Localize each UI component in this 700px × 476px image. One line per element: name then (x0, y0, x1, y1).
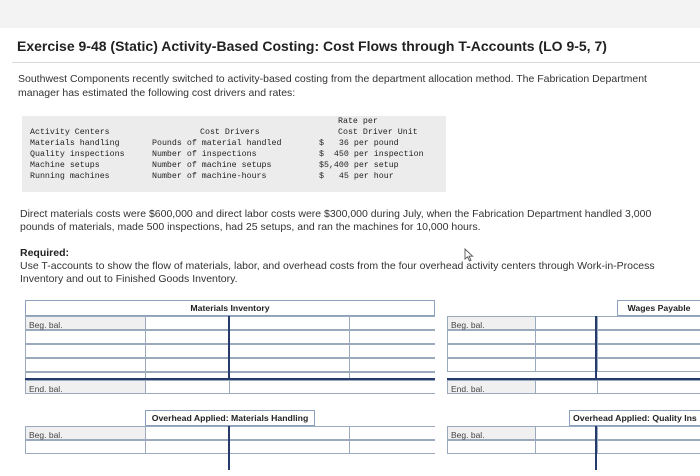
activity-cell: Machine setups (30, 161, 100, 170)
t-account-overhead-quality-inspections (447, 410, 700, 470)
debit-input[interactable] (146, 441, 230, 453)
credit-label-input[interactable] (598, 441, 700, 453)
rate-cell: $ 45 per hour (319, 172, 394, 181)
beg-bal-label: Beg. bal. (451, 430, 485, 440)
driver-cell: Number of machine-hours (152, 172, 267, 181)
credit-label-input[interactable] (230, 441, 350, 453)
activity-cell: Materials handling (30, 139, 120, 148)
t-account-overhead-materials-handling (25, 410, 435, 470)
rate-cell: $ 450 per inspection (319, 150, 424, 159)
credit-input[interactable] (350, 317, 436, 329)
end-bal-input[interactable] (536, 381, 598, 393)
t-account-total-rule (25, 378, 435, 380)
top-bar (0, 0, 700, 28)
account-row (447, 358, 700, 372)
account-row (447, 330, 700, 344)
debit-label-input[interactable] (26, 441, 146, 453)
debit-input[interactable] (536, 359, 598, 371)
credit-input[interactable] (350, 345, 436, 357)
driver-header: Cost Drivers (200, 128, 260, 137)
credit-label-input[interactable] (598, 345, 700, 357)
beg-bal-label: Beg. bal. (451, 320, 485, 330)
t-account-divider (228, 316, 230, 380)
debit-label-input[interactable] (26, 331, 146, 343)
account-title: Wages Payable (617, 300, 700, 316)
account-title: Overhead Applied: Materials Handling (145, 410, 315, 426)
title-divider (12, 62, 700, 63)
end-bal-input[interactable] (146, 381, 230, 393)
end-bal-label: End. bal. (451, 384, 485, 394)
intro-text: Southwest Components recently switched to activity-based costing from the department allocation method. The Fabrication Department manager has estimated the following cost drivers and rates: (18, 73, 647, 99)
credit-label-input[interactable] (230, 317, 350, 329)
beg-bal-label: Beg. bal. (29, 430, 63, 440)
debit-input[interactable] (536, 317, 598, 329)
debit-input[interactable] (146, 427, 230, 439)
credit-label-input[interactable] (598, 317, 700, 329)
activity-cell: Quality inspections (30, 150, 125, 159)
debit-input[interactable] (536, 427, 598, 439)
credit-label-input[interactable] (598, 331, 700, 343)
debit-label-input[interactable] (448, 345, 536, 357)
debit-input[interactable] (146, 359, 230, 371)
t-account-divider (228, 426, 230, 470)
t-account-divider (595, 426, 597, 470)
beg-bal-label: Beg. bal. (29, 320, 63, 330)
blank-cell (230, 381, 436, 393)
t-account-divider (595, 316, 597, 380)
rate-cell: $ 36 per pound (319, 139, 399, 148)
credit-input[interactable] (350, 331, 436, 343)
page-title: Exercise 9-48 (Static) Activity-Based Costing: Cost Flows through T-Accounts (LO 9-5, 7) (17, 38, 607, 54)
account-row (447, 316, 700, 330)
account-row (25, 426, 435, 440)
required-heading: Required: (20, 247, 70, 259)
credit-input[interactable] (350, 359, 436, 371)
account-row (447, 426, 700, 440)
debit-input[interactable] (536, 441, 598, 453)
credit-label-input[interactable] (230, 345, 350, 357)
credit-label-input[interactable] (230, 359, 350, 371)
driver-cell: Pounds of material handled (152, 139, 282, 148)
blank-cell (598, 381, 700, 393)
account-row (25, 330, 435, 344)
debit-input[interactable] (146, 345, 230, 357)
rate-header-1: Rate per (338, 117, 378, 126)
debit-label-input[interactable] (448, 441, 536, 453)
required-text: Use T-accounts to show the flow of materials, labor, and overhead costs from the four overhead activity centers through Work-in-Process Inventory and out to Finished Goods Inventory. (20, 260, 655, 285)
account-title: Overhead Applied: Quality Ins (569, 410, 700, 426)
account-row (25, 358, 435, 372)
rate-cell: $5,400 per setup (319, 161, 399, 170)
credit-label-input[interactable] (230, 331, 350, 343)
activity-cell: Running machines (30, 172, 110, 181)
driver-cell: Number of machine setups (152, 161, 272, 170)
debit-input[interactable] (536, 331, 598, 343)
credit-input[interactable] (350, 441, 436, 453)
credit-input[interactable] (350, 427, 436, 439)
credit-label-input[interactable] (598, 359, 700, 371)
debit-input[interactable] (146, 331, 230, 343)
account-row (447, 440, 700, 454)
debit-label-input[interactable] (26, 359, 146, 371)
cost-driver-rates-table (22, 116, 446, 192)
debit-input[interactable] (536, 345, 598, 357)
debit-label-input[interactable] (26, 345, 146, 357)
debit-label-input[interactable] (448, 331, 536, 343)
activity-header: Activity Centers (30, 128, 110, 137)
account-row (447, 380, 700, 394)
credit-label-input[interactable] (598, 427, 700, 439)
account-row (447, 344, 700, 358)
account-title: Materials Inventory (25, 300, 435, 316)
credit-label-input[interactable] (230, 427, 350, 439)
account-row (25, 380, 435, 394)
driver-cell: Number of inspections (152, 150, 257, 159)
account-row (25, 316, 435, 330)
end-bal-label: End. bal. (29, 384, 63, 394)
mouse-pointer-icon (464, 248, 474, 262)
account-row (25, 344, 435, 358)
debit-label-input[interactable] (448, 359, 536, 371)
account-row (25, 440, 435, 454)
debit-input[interactable] (146, 317, 230, 329)
rate-header-2: Cost Driver Unit (338, 128, 418, 137)
t-account-total-rule (447, 378, 700, 380)
costs-paragraph: Direct materials costs were $600,000 and direct labor costs were $300,000 during July, when the Fabrication Department handled 3,000 pounds of materials, made 500 inspections, had 25 setups, and ran the machines for 10,000 hours. (20, 208, 652, 233)
